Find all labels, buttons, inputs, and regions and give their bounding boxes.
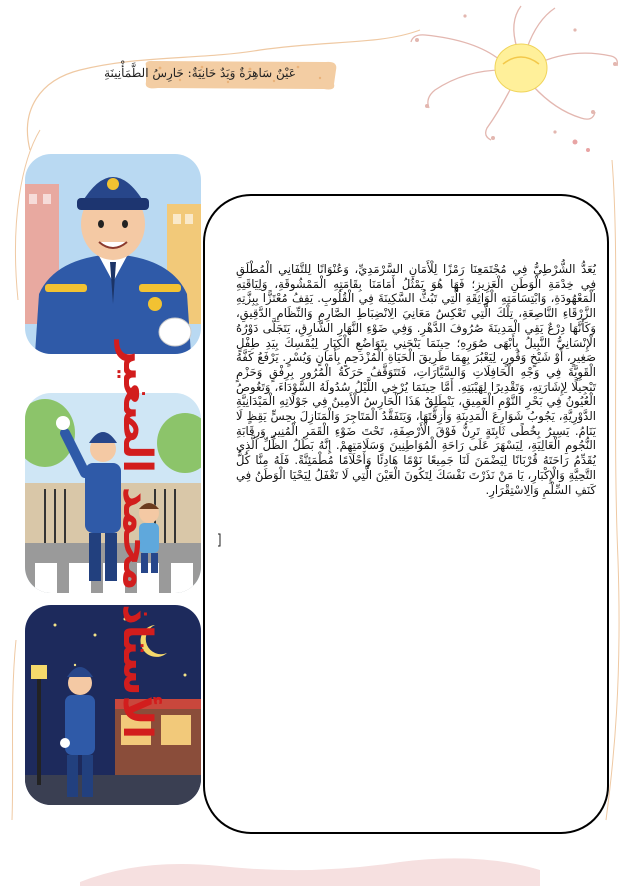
article-body: يُعَدُّ الشُّرْطِيُّ فِي مُجْتَمَعِنَا رَمْزًا لِلْأَمَانِ السَّرْمَدِيِّ، وَعُنْوَانًا لِلتَّفَانِي الْمُطْلَقِ فِي خِدْمَةِ الْوَطَنِ الْعَزِيزِ؛ فَهَا هُوَ يَمْثُلُ أَمَامَنَا بِقَامَتِهِ الْمَمْشُوقَةِ، وَلِيَاقَتِهِ الْمَعْهُودَةِ، وَابْتِسَامَتِهِ الْوَاثِقَةِ الَّتِي تَبُثُّ السَّكِينَةَ فِي الْقُلُوبِ. يَقِفُ مُعْتَزًّا بِبِزَّتِهِ الزَّرْقَاءِ النَّاصِعَةِ، تِلْكَ الَّتِي تَعْكِسُ مَعَانِيَ الِانْضِبَاطِ الصَّارِمِ وَالنِّظَامِ الدَّقِيقِ، وَكَأَنَّهَا دِرْعٌ يَقِي الْمَدِينَةَ صُرُوفَ الدَّهْرِ. وَفِي ضَوْءِ النَّهَارِ الشَّارِقِ، يَتَجَلَّى دَوْرُهُ الْإِنْسَانِيُّ النَّبِيلُ بِأَبْهَى صُوَرِهِ؛ حِينَمَا يَنْحَنِي بِتَوَاضُعِ الْكِبَارِ لِيُمْسِكَ بِيَدِ طِفْلٍ صَغِيرٍ، أَوْ شَيْخٍ وَقُورٍ، لِيَعْبُرَ بِهِمَا طَرِيقَ الْحَيَاةِ الْمُزْدَحِمِ بِأَمَانٍ وَيُسْرٍ. يَرْفَعُ كَفَّهُ الْقَوِيَّةَ فِي وَجْهِ الْحَافِلَاتِ وَالسَّيَّارَاتِ، فَتَتَوَقَّفُ حَرَكَةُ الْمُرُورِ بِرِفْقٍ وَحَزْمٍ تَبْجِيلًا لِإِشَارَتِهِ، وَتَقْدِيرًا لِهَيْبَتِهِ. أَمَّا حِينَمَا يُرْخِي اللَّيْلُ سُدُولَهُ السَّوْدَاءَ، وَتَغُوصُ الْعُيُونُ فِي بَحْرِ النَّوْمِ الْعَمِيقِ، يَنْطَلِقُ هَذَا الْحَارِسُ الْأَمِينُ فِي جَوْلَاتِهِ الْمَيْدَانِيَّةِ الدَّوْرِيَّةِ، يَجُوبُ شَوَارِعَ الْمَدِينَةِ وَأَزِقَّتَهَا، وَيَتَفَقَّدُ الْمَتَاجِرَ وَالْمَنَازِلَ بِحِسٍّ يَقِظٍ لَا يَنَامُ. يَسِيرُ بِخُطًى ثَابِتَةٍ تَرِنُّ فَوْقَ الْأَرْصِفَةِ، تَحْتَ ضَوْءِ الْقَمَرِ الْمُنِيرِ وَرِقَابَةِ النُّجُومِ الْعَالِيَةِ، لِيَسْهَرَ عَلَى رَاحَةِ الْمُوَاطِنِينَ وَسَلَامَتِهِمْ. إِنَّهُ بَطَلُ الظِّلِّ الَّذِي يُقَدِّمُ رَاحَتَهُ قُرْبَانًا لِيَضْمَنَ لَنَا جَمِيعًا نَوْمًا هَادِئًا وَأَحْلَامًا مُطْمَئِنَّةً. فَلَهُ مِنَّا كُلُّ التَّحِيَّةِ وَالْإِكْبَارِ، يَا مَنْ نَذَرْتَ نَفْسَكَ لِتَكُونَ الْعَيْنَ الَّتِي لَا تَغْفَلُ لِيَحْيَا الْوَطَنُ فِي كَنَفِ السِّلْمِ وَالِاسْتِقْرَارِ.	[236, 262, 596, 497]
police-officer-portrait-icon	[25, 154, 201, 354]
sun-decoration-icon	[405, 0, 624, 150]
margin-mark	[217, 532, 223, 546]
author-watermark-text: الأستاذ محمد الصغير	[114, 340, 160, 740]
bottom-wave-decoration	[80, 852, 540, 886]
page-title: عَيْنٌ سَاهِرَةٌ وَيَدٌ حَانِيَةٌ: حَارِسُ الطَّمَأْنِينَةِ	[104, 66, 296, 80]
police-officer-portrait-image	[25, 154, 201, 354]
author-watermark	[105, 330, 165, 750]
